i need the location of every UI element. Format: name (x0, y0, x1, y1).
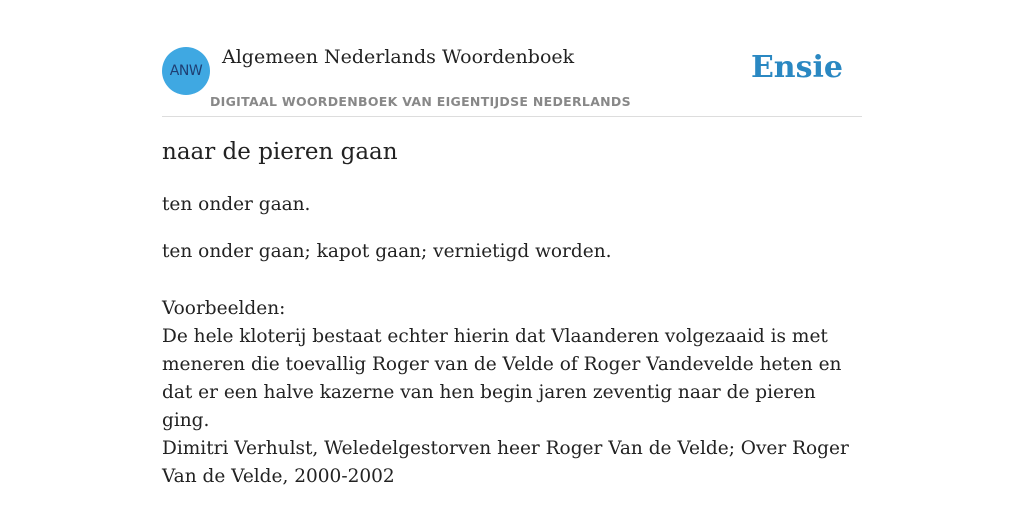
dictionary-title[interactable]: Algemeen Nederlands Woordenboek (222, 46, 575, 68)
entry-card (162, 0, 862, 487)
dictionary-subtitle: DIGITAAL WOORDENBOEK VAN EIGENTIJDSE NEDERLANDS (210, 94, 631, 109)
examples-heading: Voorbeelden: (162, 298, 286, 319)
anw-logo-text: ANW (169, 63, 203, 79)
long-definition: ten onder gaan; kapot gaan; vernietigd worden. (162, 241, 612, 262)
ensie-brand-logo[interactable]: Ensie (750, 50, 843, 85)
short-definition: ten onder gaan. (162, 194, 311, 215)
example-text: De hele kloterij bestaat echter hierin dat Vlaanderen volgezaaid is met meneren die toevallig Roger van de Velde of Roger Vandevelde heten en dat er een halve kazerne van hen begin jaren zeventig naar de pieren ging. (162, 326, 842, 431)
example-source: Dimitri Verhulst, Weledelgestorven heer Roger Van de Velde; Over Roger Van de Velde, 2000-2002 (162, 438, 849, 487)
dictionary-header (162, 0, 862, 117)
entry-term: naar de pieren gaan (162, 139, 398, 165)
examples-section (162, 295, 862, 491)
anw-logo[interactable] (162, 47, 210, 95)
